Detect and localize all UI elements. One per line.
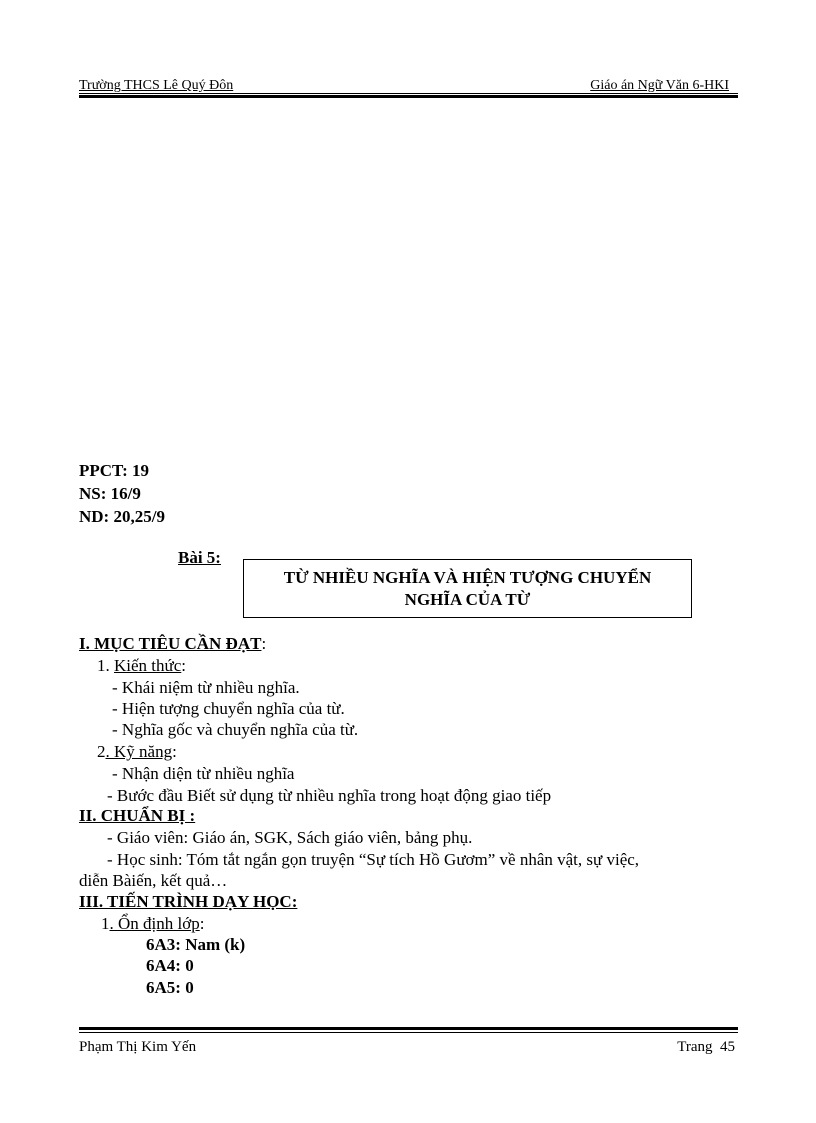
skills-subheading: 2. Kỹ năng:	[97, 742, 177, 761]
skills-item: - Bước đầu Biết sử dụng từ nhiều nghĩa trong hoạt động giao tiếp	[107, 786, 552, 805]
section-2-heading: II. CHUẨN BỊ :	[79, 806, 196, 825]
footer-page-label: Trang	[677, 1039, 713, 1055]
nd-date: ND: 20,25/9	[79, 507, 165, 526]
section-1-heading: I. MỤC TIÊU CẦN ĐẠT:	[79, 634, 267, 653]
footer-page-number: 45	[720, 1039, 735, 1055]
header-rule-thick	[79, 95, 738, 98]
footer-rule-thin	[79, 1032, 738, 1033]
knowledge-item: - Khái niệm từ nhiều nghĩa.	[112, 678, 300, 697]
lesson-label: Bài 5:	[178, 548, 221, 567]
ns-date: NS: 16/9	[79, 484, 141, 503]
knowledge-subheading: 1. Kiến thức:	[97, 656, 187, 675]
class-attendance: 6A3: Nam (k)	[146, 935, 246, 954]
class-attendance: 6A5: 0	[146, 978, 194, 997]
footer-rule-thick	[79, 1027, 738, 1030]
class-attendance: 6A4: 0	[146, 956, 194, 975]
student-prep-line2: diễn Bàiến, kết quả…	[79, 871, 228, 890]
header-subject: Giáo án Ngữ Văn 6-HKI	[590, 78, 729, 93]
footer-author: Phạm Thị Kim Yến	[79, 1039, 197, 1055]
section-3-heading: III. TIẾN TRÌNH DẠY HỌC:	[79, 892, 298, 911]
skills-item: - Nhận diện từ nhiều nghĩa	[112, 764, 295, 783]
footer-page	[677, 1039, 735, 1056]
lesson-title: TỪ NHIỀU NGHĨA VÀ HIỆN TƯỢNG CHUYỂN NGHĨA CỦA TỪ	[283, 567, 652, 609]
class-stabilize-subheading: 1. Ổn định lớp:	[101, 914, 205, 933]
header-rule-thin	[79, 93, 738, 94]
knowledge-item: - Hiện tượng chuyển nghĩa của từ.	[112, 699, 345, 718]
lesson-title-box	[243, 559, 692, 618]
ppct: PPCT: 19	[79, 461, 150, 480]
teacher-prep: - Giáo viên: Giáo án, SGK, Sách giáo viên, bảng phụ.	[107, 828, 473, 847]
header-school: Trường THCS Lê Quý Đôn	[79, 78, 234, 93]
knowledge-item: - Nghĩa gốc và chuyển nghĩa của từ.	[112, 720, 359, 739]
student-prep-line1: - Học sinh: Tóm tắt ngắn gọn truyện “Sự tích Hồ Gươm” về nhân vật, sự việc,	[107, 850, 640, 869]
